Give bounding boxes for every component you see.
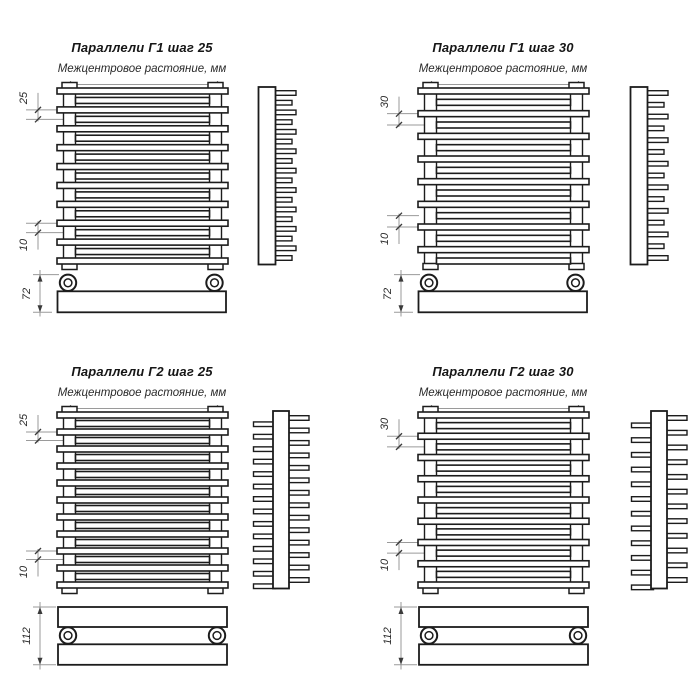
dim-depth-label: 112 [21,627,33,645]
dim-pitch-label: 30 [379,95,391,108]
dim-pitch-label: 25 [18,413,30,427]
dim-depth-label: 72 [21,287,33,300]
panel-title: Параллели Г1 шаг 25 [71,40,213,55]
dim-offset-label: 10 [18,238,30,251]
panel-parallels-g2-step25 [0,324,339,684]
radiator-drawing [0,0,339,360]
radiator-drawing [0,324,339,684]
panel-subtitle: Межцентровое растояние, мм [418,387,588,399]
panel-subtitle: Межцентровое растояние, мм [57,63,227,75]
panel-title: Параллели Г2 шаг 25 [71,364,213,379]
dim-pitch-label: 30 [379,418,391,431]
dim-depth-label: 112 [382,627,394,645]
panel-parallels-g1-step25 [0,0,339,360]
dim-offset-label: 10 [379,559,391,572]
radiator-drawing [361,324,700,684]
dim-depth-label: 72 [382,287,394,300]
panel-parallels-g1-step30 [361,0,700,360]
panel-parallels-g2-step30 [361,324,700,684]
dim-pitch-label: 25 [18,91,30,104]
panel-title: Параллели Г2 шаг 30 [432,364,574,379]
dim-offset-label: 10 [379,232,391,246]
dim-offset-label: 10 [18,565,30,578]
panel-subtitle: Межцентровое растояние, мм [418,63,588,75]
radiator-drawing [361,0,700,360]
panel-title: Параллели Г1 шаг 30 [432,40,574,55]
panel-subtitle: Межцентровое растояние, мм [57,387,227,399]
